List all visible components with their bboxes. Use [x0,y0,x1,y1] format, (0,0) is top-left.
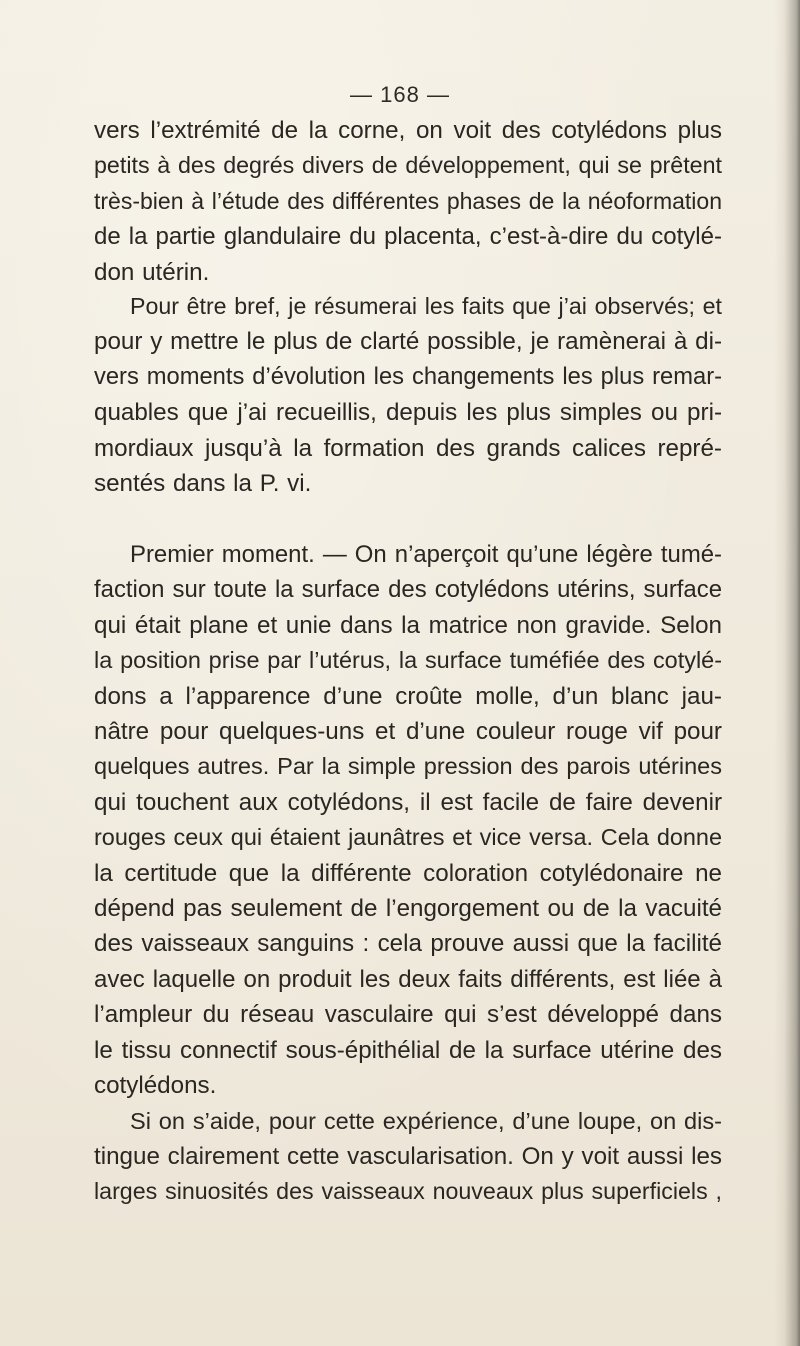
text-line: vers l’extrémité de la corne, on voit des cotylédons plus [94,117,722,144]
text-line: Pour être bref, je résumerai les faits que j’ai observés; et [130,293,722,319]
text-line: quelques autres. Par la simple pression des parois utérines [94,753,722,780]
text-line: l’ampleur du réseau vasculaire qui s’est développé dans [94,1001,722,1029]
paragraph-2 [94,289,722,501]
text-line: avec laquelle on produit les deux faits différents, est liée à [94,965,722,993]
text-line: des vaisseaux sanguins : cela prouve aussi que la facilité [94,930,722,958]
text-line: mordiaux jusqu’à la formation des grands calices repré- [94,434,722,462]
text-line: la position prise par l’utérus, la surface tuméfiée des cotylé- [94,647,722,674]
text-line: qui touchent aux cotylédons, il est facile de faire devenir [94,788,722,816]
text-line: qui était plane et unie dans la matrice non gravide. Selon [94,611,722,639]
paragraph-3 [94,537,722,1210]
text-line: pour y mettre le plus de clarté possible, je ramènerai à di- [94,328,722,356]
text-line: rouges ceux qui étaient jaunâtres et vice versa. Cela donne [94,824,722,851]
text-line: la certitude que la différente coloration cotylédonaire ne [94,859,722,887]
text-line: le tissu connectif sous-épithélial de la surface utérine des [94,1036,722,1064]
text-line: de la partie glandulaire du placenta, c’est-à-dire du cotylé- [94,223,722,251]
text-line: nâtre pour quelques-uns et d’une couleur rouge vif pour [94,718,722,746]
text-line: don utérin. [94,258,210,286]
text-line: vers moments d’évolution les changements les plus remar- [94,363,722,390]
text-line: petits à des degrés divers de développement, qui se prêtent [94,152,722,179]
text-line: sentés dans la P. vi. [94,470,312,498]
text-line: dons a l’apparence d’une croûte molle, d’un blanc jau- [94,682,722,710]
text-line: faction sur toute la surface des cotylédons utérins, surface [94,576,722,604]
page-edge-shadow [774,0,800,1346]
paragraph-1 [94,113,722,290]
text-line: tingue clairement cette vascularisation. On y voit aussi les [94,1142,722,1170]
text-line: très-bien à l’étude des différentes phases de la néoformation [94,187,722,214]
page-number: — 168 — [350,82,450,107]
text-line: dépend pas seulement de l’engorgement ou de la vacuité [94,895,722,923]
text-line: Si on s’aide, pour cette expérience, d’une loupe, on dis- [130,1107,722,1134]
text-line: Premier moment. — On n’aperçoit qu’une légère tumé- [130,541,722,568]
text-line: cotylédons. [94,1072,217,1100]
text-line: larges sinuosités des vaisseaux nouveaux plus superficiels , [94,1178,722,1205]
text-line: quables que j’ai recueillis, depuis les plus simples ou pri- [94,399,722,427]
